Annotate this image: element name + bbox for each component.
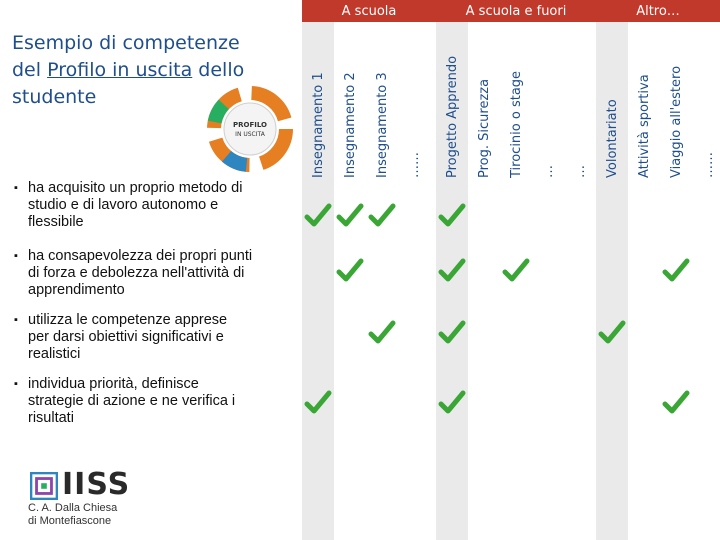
column-header [366, 22, 398, 178]
checkmark-icon [662, 258, 690, 284]
profilo-link-text: Profilo in uscita [47, 59, 193, 81]
checkmark-icon [304, 203, 332, 229]
checkmark-icon [336, 258, 364, 284]
column-header [660, 22, 692, 178]
group-header: A scuola e fuori [436, 0, 596, 22]
competence-text-line: ha acquisito un proprio metodo di [28, 180, 243, 196]
column-header [334, 22, 366, 178]
title-line-3: studente [12, 86, 97, 108]
checkmark-icon [438, 390, 466, 416]
column-header-label: Insegnamento 3 [374, 72, 390, 178]
checkmark-icon [368, 203, 396, 229]
column-header-label: Volontariato [604, 99, 620, 178]
cycle-center-text-1: PROFILO [232, 121, 268, 129]
column-header [692, 22, 720, 178]
checkmark-icon [304, 390, 332, 416]
checkmark-icon [598, 320, 626, 346]
column-header [500, 22, 532, 178]
column-header [564, 22, 596, 178]
cycle-center-text-2: IN USCITA [235, 131, 265, 138]
competence-text-line: per darsi obiettivi significativi e [28, 329, 224, 345]
competence-text-line: flessibile [28, 214, 84, 230]
school-logo-name: IISS [62, 467, 131, 502]
checkmark-icon [438, 258, 466, 284]
iiss-logo-icon [30, 472, 58, 500]
checkmark-icon [336, 203, 364, 229]
checkmark-icon [662, 390, 690, 416]
column-header [436, 22, 468, 178]
checkmark-icon [368, 320, 396, 346]
column-header [398, 22, 430, 178]
cycle-center [224, 103, 276, 155]
column-header-label: Prog. Sicurezza [476, 78, 492, 178]
checkmark-icon [502, 258, 530, 284]
title-line-1: Esempio di competenze [12, 32, 240, 54]
column-header [302, 22, 334, 178]
column-header-label: …… [406, 152, 422, 178]
profilo-cycle-diagram [200, 84, 300, 174]
column-header-label: …… [700, 152, 716, 178]
checkmark-icon [438, 203, 466, 229]
competence-row [14, 312, 304, 363]
checkmark-icon [438, 320, 466, 346]
competence-text-line: utilizza le competenze apprese [28, 312, 228, 328]
competence-row [14, 180, 304, 231]
bullet-icon: ▪ [14, 378, 18, 390]
competence-text-line: individua priorità, definisce [28, 376, 199, 392]
competence-text-line: apprendimento [28, 282, 125, 298]
competence-row [14, 376, 304, 427]
column-header-label: … [572, 165, 588, 178]
title-line-2: del Profilo in uscita dello [12, 59, 245, 81]
column-header [628, 22, 660, 178]
competence-text-line: di forza e debolezza nell'attività di [28, 265, 245, 281]
column-header [596, 22, 628, 178]
competence-text-line: strategie di azione e ne verifica i [28, 393, 236, 409]
column-header-label: Attività sportiva [636, 74, 652, 178]
school-logo-line-2: di Montefiascone [28, 515, 112, 527]
column-header-label: Viaggio all'estero [668, 65, 684, 178]
column-header [468, 22, 500, 178]
competence-text-line: studio e di lavoro autonomo e [28, 197, 219, 213]
competence-text-line: risultati [28, 410, 74, 426]
column-header-label: Insegnamento 1 [310, 72, 326, 178]
school-logo-line-1: C. A. Dalla Chiesa [28, 502, 118, 514]
group-header: Altro… [596, 0, 720, 22]
group-header: A scuola [302, 0, 436, 22]
column-header [532, 22, 564, 178]
column-header-label: Progetto Apprendo [444, 55, 460, 178]
column-header-label: Insegnamento 2 [342, 72, 358, 178]
competence-text-line: realistici [28, 346, 81, 362]
column-header-label: … [540, 165, 556, 178]
competence-row [14, 248, 304, 299]
competence-text-line: ha consapevolezza dei propri punti [28, 248, 253, 264]
column-header-label: Tirocinio o stage [508, 70, 524, 178]
bullet-icon: ▪ [14, 182, 18, 194]
bullet-icon: ▪ [14, 314, 18, 326]
bullet-icon: ▪ [14, 250, 18, 262]
school-logo-subtitle [28, 502, 117, 528]
